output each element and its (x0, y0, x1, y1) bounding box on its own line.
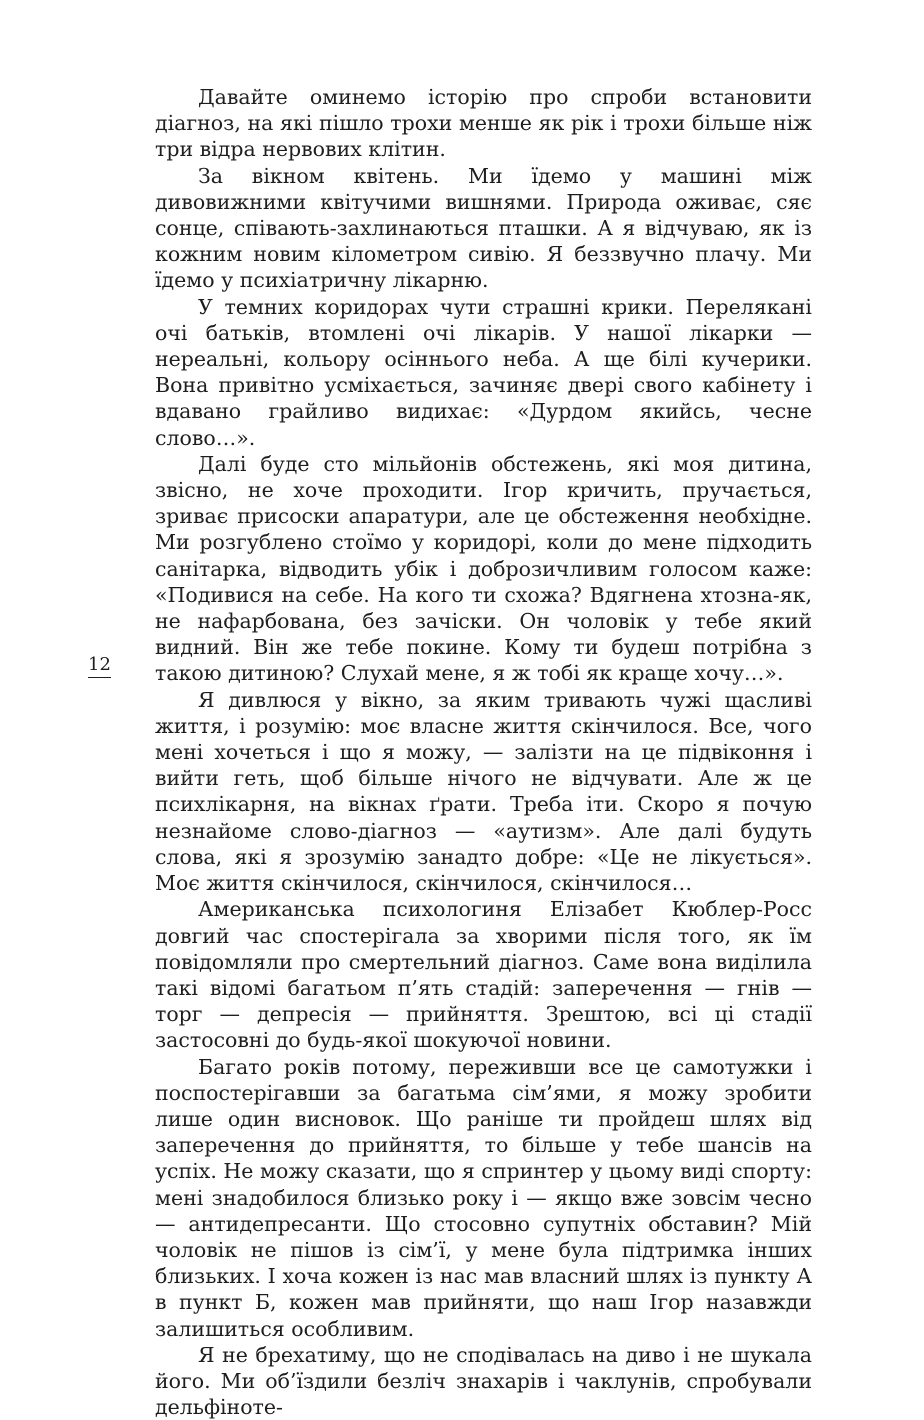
page-text-body (155, 84, 812, 1420)
paragraph: Я дивлюся у вікно, за яким тривають чужі щасливі життя, і розумію: моє власне життя скінчилося. Все, чого мені хочеться і що я можу, — залізти на це підвіконня і вийти геть, щоб більше нічого не відчувати. Але ж це психлікарня, на вікнах ґрати. Треба іти. Скоро я почую незнайоме слово-діагноз — «аутизм». Але далі будуть слова, які я зрозумію занадто добре: «Це не лікується». Моє життя скінчилося, скінчилося, скінчилося… (155, 687, 812, 896)
paragraph: Давайте оминемо історію про спроби встановити діагноз, на які пішло трохи менше як рік і трохи більше ніж три відра нервових клітин. (155, 85, 812, 162)
paragraph: За вікном квітень. Ми їдемо у машині між дивовижними квітучими вишнями. Природа оживає, сяє сонце, співають-захлинаються пташки. А я відчуваю, як із кожним новим кілометром сивію. Я беззвучно плачу. Ми їдемо у психіатричну лікарню. (155, 163, 812, 293)
paragraph: Я не брехатиму, що не сподівалась на диво і не шукала його. Ми об’їздили безліч знахарів і чаклунів, спробували дельфіноте- (155, 1342, 812, 1420)
paragraph: Американська психологиня Елізабет Кюблер-Росс довгий час спостерігала за хворими після того, як їм повідомляли про смертельний діагноз. Саме вона виділила такі відомі багатьом п’ять стадій: заперечення — гнів — торг — депресія — прийняття. Зрештою, всі ці стадії застосовні до будь-якої шокуючої новини. (155, 897, 812, 1053)
paragraph: У темних коридорах чути страшні крики. Перелякані очі батьків, втомлені очі лікарів. У нашої лікарки — нереальні, кольору осіннього неба. А ще білі кучерики. Вона привітно усміхається, зачиняє двері свого кабінету і вдавано грайливо видихає: «Дурдом якийсь, чесне слово…». (155, 294, 812, 450)
page-number: 12 (88, 654, 111, 678)
paragraph: Далі буде сто мільйонів обстежень, які моя дитина, звісно, не хоче проходити. Ігор кричить, пручається, зриває присоски апаратури, але це обстеження необхідне. Ми розгублено стоїмо у коридорі, коли до мене підходить санітарка, відводить убік і доброзичливим голосом каже: «Подивися на себе. На кого ти схожа? Вдягнена хтозна-як, не нафарбована, без зачіски. Он чоловік у тебе який видний. Він же тебе покине. Кому ти будеш потрібна з такою дитиною? Слухай мене, я ж тобі як краще хочу…». (155, 451, 812, 686)
paragraph: Багато років потому, переживши все це самотужки і поспостерігавши за багатьма сім’ями, я можу зробити лише один висновок. Що раніше ти пройдеш шлях від заперечення до прийняття, то більше у тебе шансів на успіх. Не можу сказати, що я спринтер у цьому виді спорту: мені знадобилося близько року і — якщо вже зовсім чесно — антидепресанти. Що стосовно супутніх обставин? Мій чоловік не пішов із сім’ї, у мене була підтримка інших близьких. І хоча кожен із нас мав власний шлях із пункту А в пункт Б, кожен мав прийняти, що наш Ігор назавжди залишиться особливим. (155, 1054, 812, 1341)
